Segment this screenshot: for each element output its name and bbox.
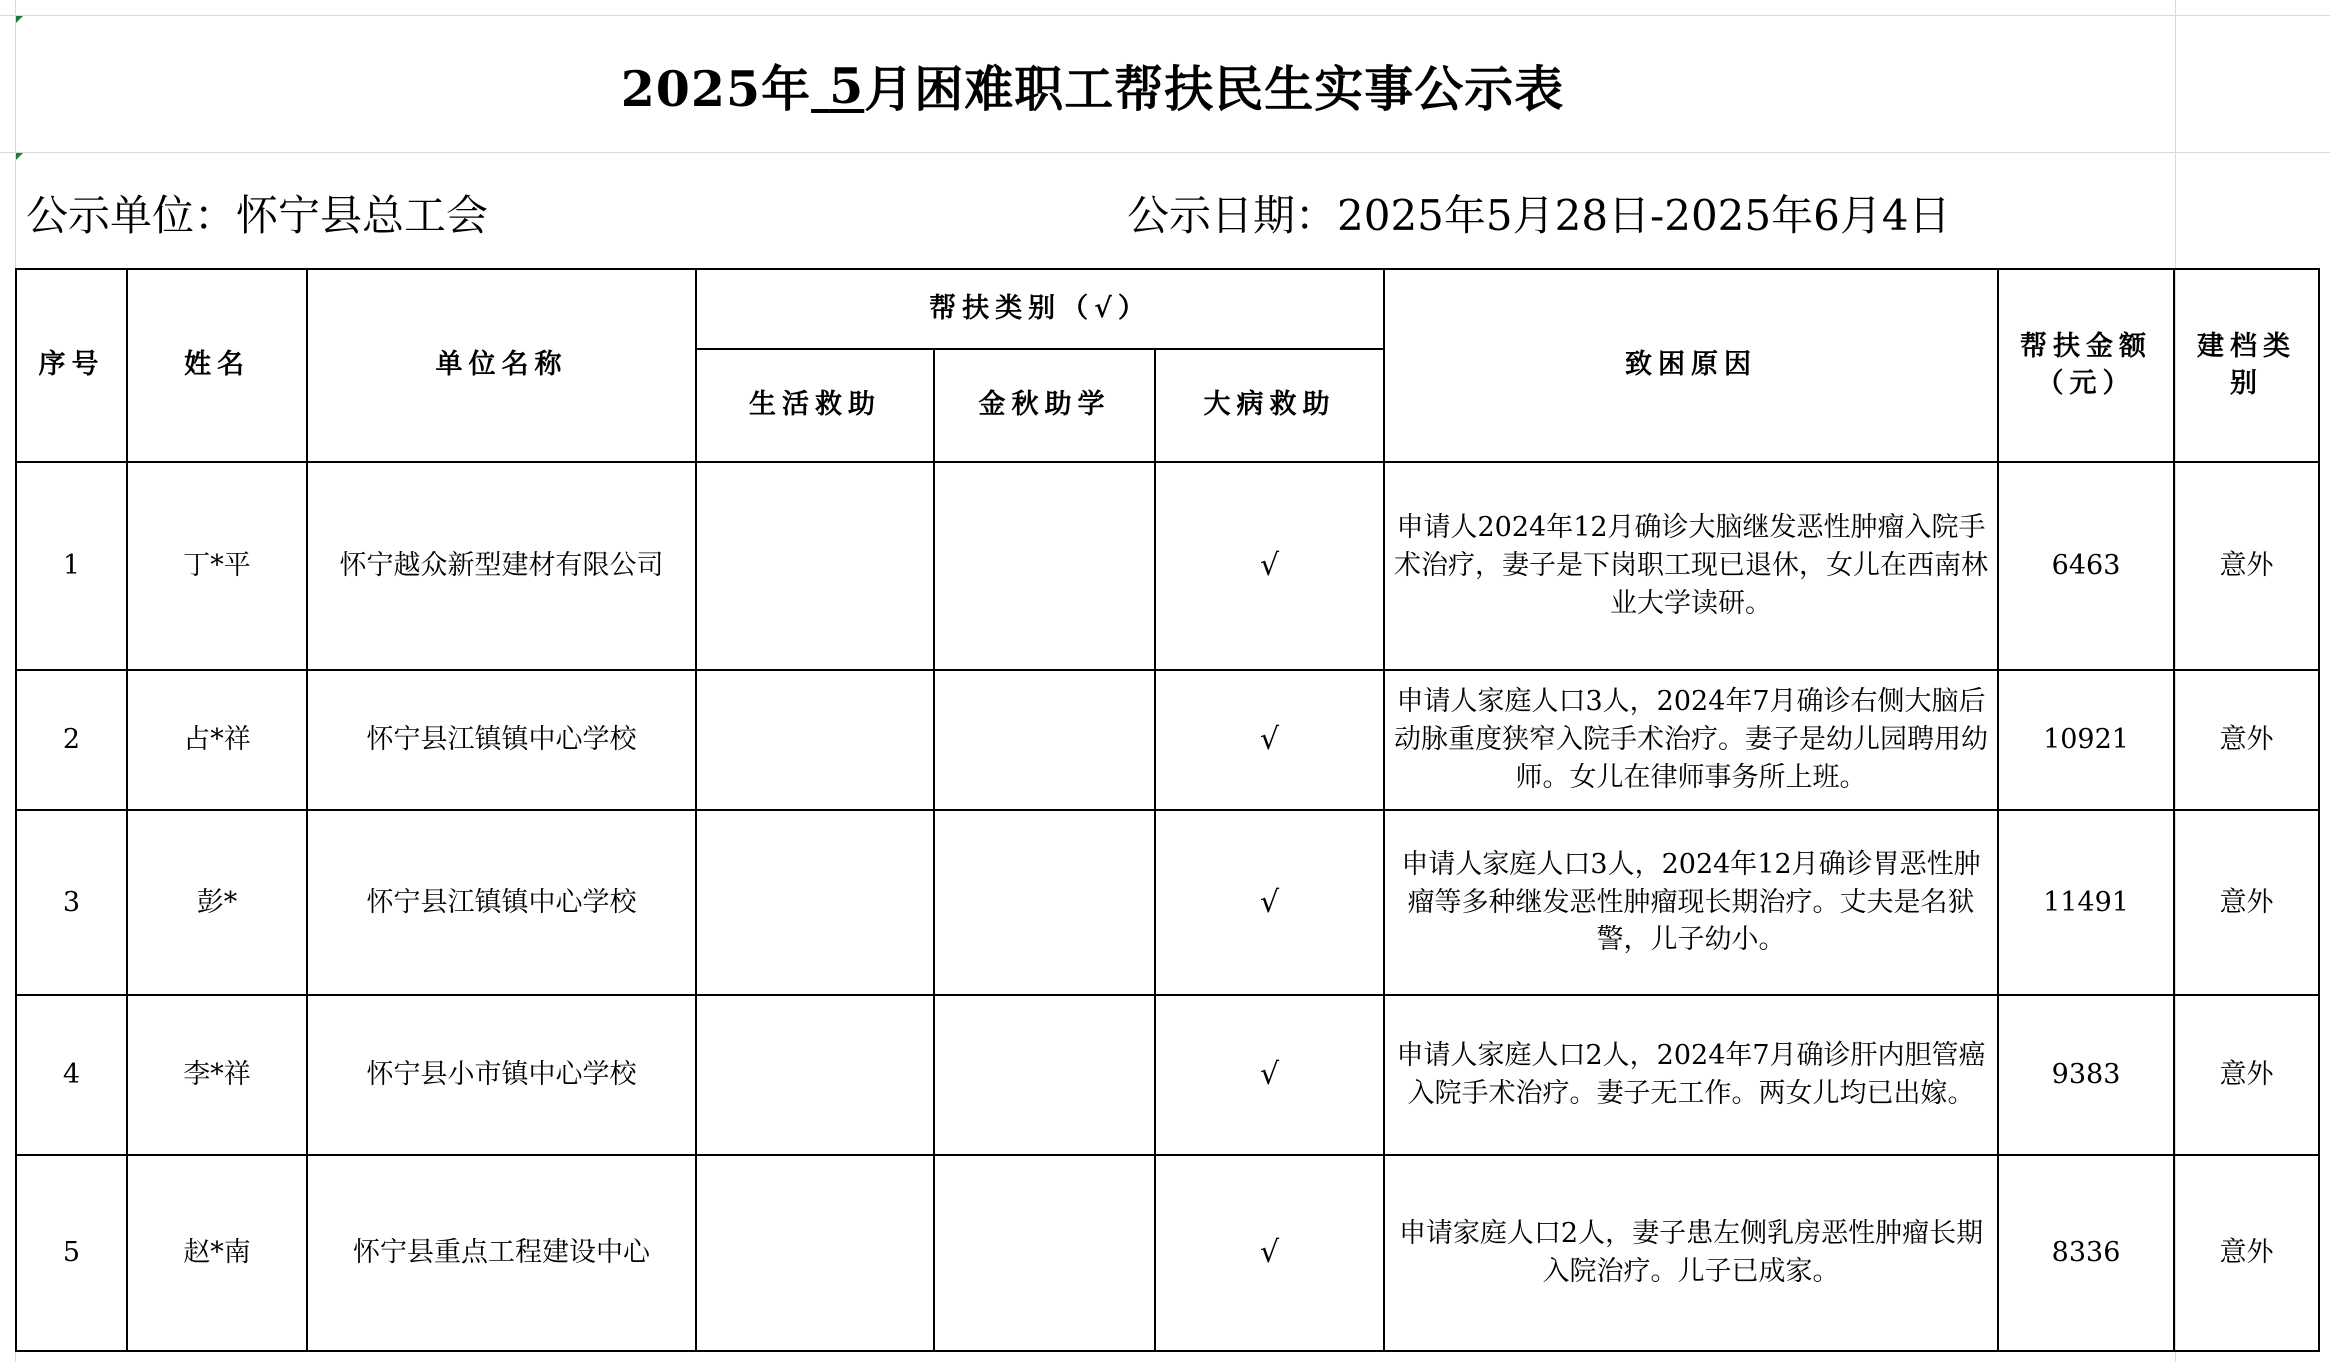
cell-amount: 11491 [1998, 810, 2174, 995]
title-suffix: 月困难职工帮扶民生实事公示表 [864, 60, 1565, 118]
cell-school [934, 462, 1155, 670]
cell-file-type: 意外 [2174, 670, 2319, 810]
table-row [16, 1155, 2319, 1351]
title-prefix: 2025年 [620, 60, 812, 118]
publishing-unit: 公示单位：怀宁县总工会 [26, 191, 489, 240]
cell-amount: 8336 [1998, 1155, 2174, 1351]
cell-file-type: 意外 [2174, 810, 2319, 995]
cell-name: 占*祥 [127, 670, 307, 810]
cell-file-type: 意外 [2174, 995, 2319, 1155]
cell-life [696, 462, 934, 670]
cell-file-type: 意外 [2174, 1155, 2319, 1351]
title-month: 5 [829, 57, 865, 115]
cell-file-type: 意外 [2174, 462, 2319, 670]
cell-illness: √ [1155, 995, 1384, 1155]
cell-reason: 申请人2024年12月确诊大脑继发恶性肿瘤入院手术治疗，妻子是下岗职工现已退休，女儿在西南林业大学读研。 [1384, 462, 1998, 670]
cell-seq: 1 [16, 462, 127, 670]
cell-name: 李*祥 [127, 995, 307, 1155]
header-cat-life: 生活救助 [696, 349, 934, 462]
cell-amount: 6463 [1998, 462, 2174, 670]
header-name: 姓名 [127, 269, 307, 462]
cell-school [934, 670, 1155, 810]
cell-life [696, 995, 934, 1155]
cell-illness: √ [1155, 462, 1384, 670]
cell-unit: 怀宁县江镇镇中心学校 [307, 810, 696, 995]
cell-unit: 怀宁县江镇镇中心学校 [307, 670, 696, 810]
cell-reason: 申请人家庭人口3人，2024年7月确诊右侧大脑后动脉重度狭窄入院手术治疗。妻子是幼儿园聘用幼师。女儿在律师事务所上班。 [1384, 670, 1998, 810]
header-category: 帮扶类别（√） [696, 269, 1384, 349]
publishing-date: 公示日期：2025年5月28日-2025年6月4日 [1127, 191, 1951, 240]
cell-school [934, 810, 1155, 995]
cell-seq: 5 [16, 1155, 127, 1351]
table-row [16, 670, 2319, 810]
cell-reason: 申请家庭人口2人，妻子患左侧乳房恶性肿瘤长期入院治疗。儿子已成家。 [1384, 1155, 1998, 1351]
header-reason: 致困原因 [1384, 269, 1998, 462]
header-seq: 序号 [16, 269, 127, 462]
cell-amount: 9383 [1998, 995, 2174, 1155]
cell-life [696, 810, 934, 995]
cell-illness: √ [1155, 1155, 1384, 1351]
cell-name: 丁*平 [127, 462, 307, 670]
cell-reason: 申请人家庭人口3人，2024年12月确诊胃恶性肿瘤等多种继发恶性肿瘤现长期治疗。丈夫是名狱警，儿子幼小。 [1384, 810, 1998, 995]
table-row [16, 995, 2319, 1155]
gridline [0, 152, 2330, 153]
cell-life [696, 1155, 934, 1351]
cell-name: 彭* [127, 810, 307, 995]
header-cat-school: 金秋助学 [934, 349, 1155, 462]
cell-marker [16, 153, 23, 160]
cell-school [934, 1155, 1155, 1351]
header-unit: 单位名称 [307, 269, 696, 462]
header-cat-illness: 大病救助 [1155, 349, 1384, 462]
cell-seq: 3 [16, 810, 127, 995]
cell-life [696, 670, 934, 810]
cell-illness: √ [1155, 810, 1384, 995]
gridline [0, 15, 2330, 16]
cell-reason: 申请人家庭人口2人，2024年7月确诊肝内胆管癌入院手术治疗。妻子无工作。两女儿均已出嫁。 [1384, 995, 1998, 1155]
cell-name: 赵*南 [127, 1155, 307, 1351]
cell-unit: 怀宁县小市镇中心学校 [307, 995, 696, 1155]
cell-seq: 2 [16, 670, 127, 810]
cell-illness: √ [1155, 670, 1384, 810]
cell-amount: 10921 [1998, 670, 2174, 810]
cell-seq: 4 [16, 995, 127, 1155]
cell-unit: 怀宁县重点工程建设中心 [307, 1155, 696, 1351]
table-row [16, 810, 2319, 995]
cell-school [934, 995, 1155, 1155]
page-title [15, 22, 2170, 150]
header-amount: 帮扶金额（元） [1998, 269, 2174, 462]
header-file-type: 建档类别 [2174, 269, 2319, 462]
aid-table [15, 268, 2320, 1352]
cell-unit: 怀宁越众新型建材有限公司 [307, 462, 696, 670]
table-row [16, 462, 2319, 670]
